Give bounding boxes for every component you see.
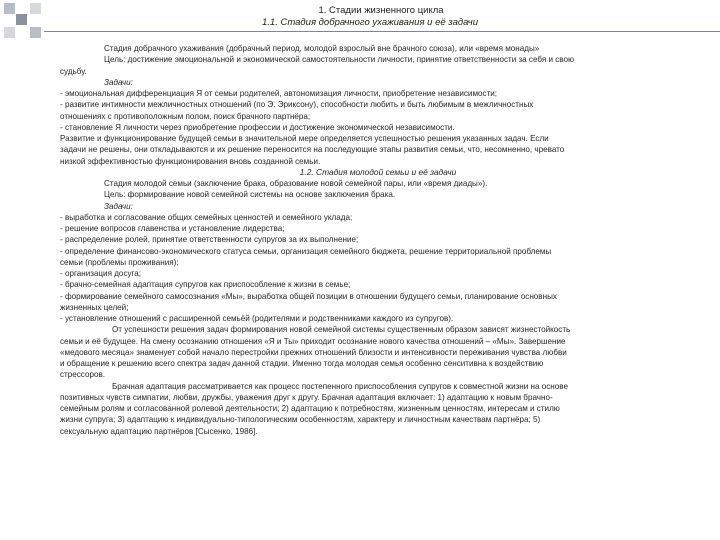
slide-header <box>0 5 720 29</box>
section1-tasks-label: Задачи: <box>104 77 133 87</box>
section2-goal: Цель: формирование новой семейной системы на основе заключения брака. <box>104 190 396 200</box>
page-title: 1. Стадии жизненного цикла <box>318 5 444 16</box>
section2-task: - формирование семейного самосознания «Мы», выработка общей позиции в отношении будущего семьи, планирование основных <box>60 291 557 301</box>
section1-summary-line: задачи не решены, они откладываются и их решение переносится на последующие этапы развития семьи, что, несомненно, чревато <box>60 145 565 155</box>
section2-intro: Стадия молодой семьи (заключение брака, образование новой семейной пары, или «время диады»). <box>104 179 488 188</box>
section1-task: - становление Я личности через приобретение профессии и достижение экономической независимости. <box>60 122 455 132</box>
section1-summary-line: низкой эффективностью функционирования вновь созданной семьи. <box>60 156 321 166</box>
section1-summary-line: Развитие и функционирование будущей семьи в значительной мере определяется успешностью решения указанных задач. Если <box>60 134 549 143</box>
section2-heading: 1.2. Стадия молодой семьи и её задачи <box>299 166 457 177</box>
section2-para2-line: жизни супруга; 3) адаптацию к индивидуально-типологическим особенностям, характеру и личностным качествам партнёра; 5) <box>60 415 541 425</box>
section1-task: отношениях с противоположным полом, поиск брачного партнёра; <box>60 111 311 121</box>
section2-tasks-label: Задачи: <box>104 201 133 211</box>
section2-task: - брачно-семейная адаптация супругов как приспособление к жизни в семье; <box>60 280 351 290</box>
section2-task: - решение вопросов главенства и установление лидерства; <box>60 224 285 233</box>
section2-para1-line: «медового месяца» знаменует собой начало перестройки прежних отношений близости и интенсивности переживания чувства любви <box>60 347 567 357</box>
section2-task: - определение финансово-экономического статуса семьи, организация семейного бюджета, решение территориальной проблемы <box>60 246 552 256</box>
section2-task: жизненных целей; <box>60 302 129 312</box>
section2-para1-line: семьи и её будущее. На смену осознанию отношения «Я и Ты» приходит осознание нового качества отношений – «Мы». Завершение <box>60 336 566 346</box>
section2-para1-line: От успешности решения задач формирования новой семейной системы существенным образом зависят жизнестойкость <box>112 325 571 335</box>
section2-para2-line: семейным ролям и согласованной ролевой деятельности; 2) адаптацию к потребностям, жизненным ценностям, интересам и стилю <box>60 404 560 413</box>
section2-para1-line: стрессоров. <box>60 370 105 380</box>
section2-task: - установление отношений с расширенной семьёй (родителями и родственниками каждого из супругов). <box>60 314 454 323</box>
section2-para2-line: Брачная адаптация рассматривается как процесс постепенного приспособления супругов к совместной жизни на основе <box>112 381 568 391</box>
section1-task: - эмоциональная дифференциация Я от семьи родителей, автономизация личности, приобретение независимости; <box>60 89 498 98</box>
section1-intro: Стадия добрачного ухаживания (добрачный период, молодой взрослый вне брачного союза), или «время монады» <box>104 44 540 53</box>
section2-task: - распределение ролей, принятие ответственности супругов за их выполнение; <box>60 235 359 245</box>
header-rule <box>44 31 720 32</box>
section2-para1-line: и обращение к решению всего спектра задач данной стадии. Именно тогда молодая семья особенно сенситивна к воздействию <box>60 359 544 368</box>
section1-goal: Цель: достижение эмоциональной и экономической самостоятельности личности, принятие ответственности за себя и свою <box>104 55 575 65</box>
section1-goal-cont: судьбу. <box>60 66 87 76</box>
document-body <box>60 43 696 437</box>
section2-task: семьи (проблемы проживания); <box>60 257 179 267</box>
page-subtitle: 1.1. Стадия добрачного ухаживания и её задачи <box>262 17 478 28</box>
section2-task: - выработка и согласование общих семейных ценностей и семейного уклада; <box>60 212 353 222</box>
section1-task: - развитие интимности межличностных отношений (по Э. Эриксону), способности любить и быть любимым в межличностных <box>60 100 534 110</box>
section2-task: - организация досуга; <box>60 269 142 278</box>
section2-para2-line: сексуальную адаптацию партнёров [Сысенко, 1986]. <box>60 426 258 436</box>
section2-para2-line: позитивных чувств симпатии, любви, дружбы, уважения друг к другу. Брачная адаптация включает: 1) адаптацию к новым брачно- <box>60 392 553 402</box>
